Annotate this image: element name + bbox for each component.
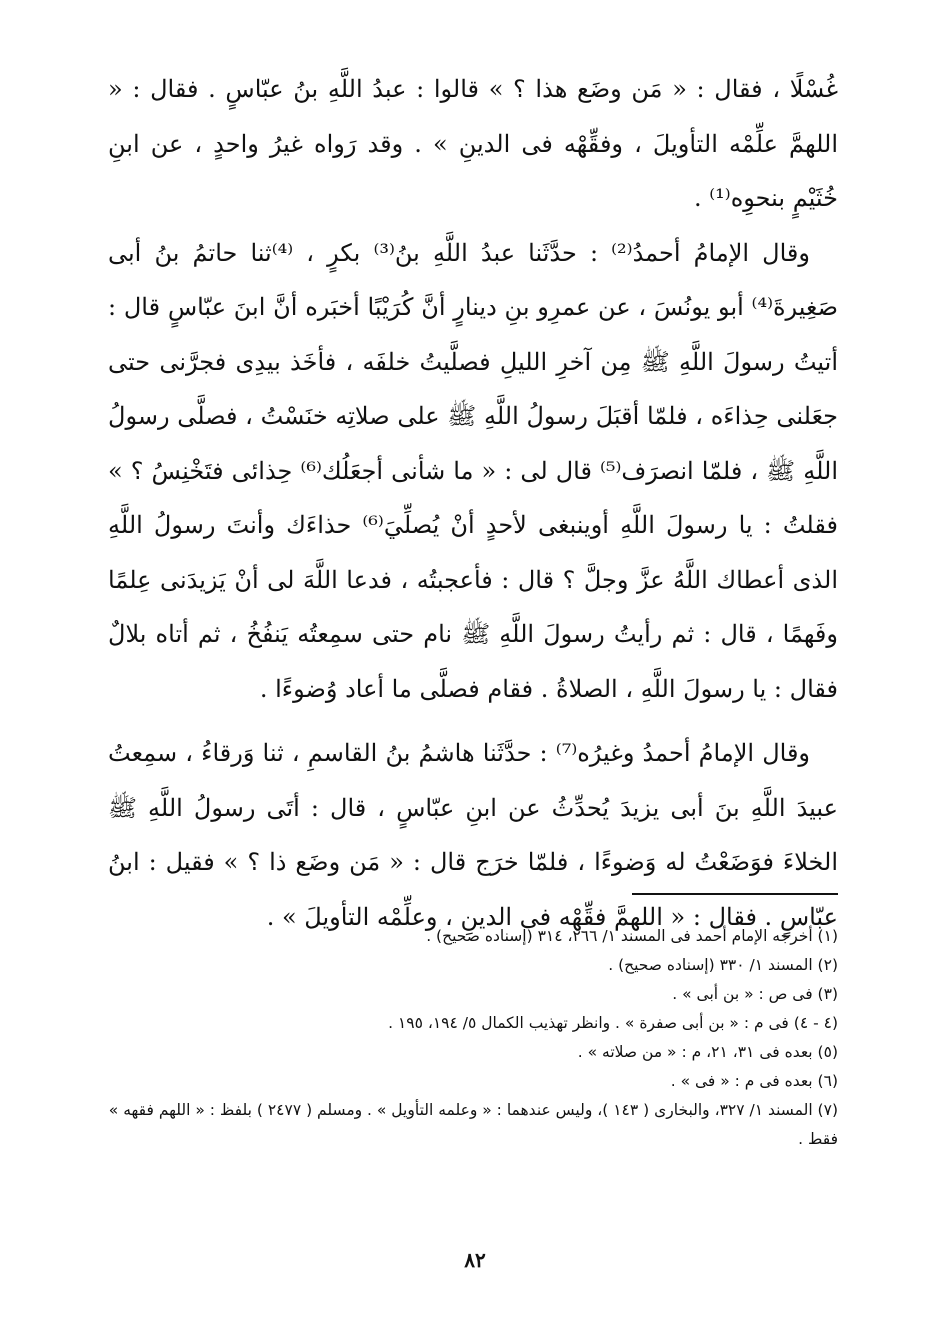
footnotes (108, 922, 838, 1154)
paragraph-2: وقال الإمامُ أحمدُ⁽²⁾ : حدَّثَنا عبدُ اللَّهِ بنُ⁽³⁾ بكرٍ ، ⁽⁴⁾ثنا حاتمُ بنُ أبى صَغِيرةَ⁽⁴⁾ أبو يونُسَ ، عن عمرِو بنِ دينارٍ أنَّ كُرَيْبًا أخبَره أنَّ ابنَ عبّاسٍ قال : أتيتُ رسولَ اللَّهِ ﷺ مِن آخرِ الليلِ فصلَّيتُ خلفَه ، فأخَذ بيدِى فجرَّنى حتى جعَلنى حِذاءَه ، فلمّا أقبَلَ رسولُ اللَّهِ ﷺ على صلاتِه خنَسْتُ ، فصلَّى رسولُ اللَّهِ ﷺ ، فلمّا انصرَف⁽⁵⁾ قال لى : « ما شأنى أجعَلُك⁽⁶⁾ حِذائى فتَخْنِسُ ؟ » فقلتُ : يا رسولَ اللَّهِ أوينبغى لأحدٍ أنْ يُصلِّيَ⁽⁶⁾ حذاءَك وأنتَ رسولُ اللَّهِ الذى أعطاك اللَّهُ عزَّ وجلَّ ؟ قال : فأعجبتُه ، فدعا اللَّهَ لى أنْ يَزيدَنى عِلمًا وفَهمًا ، قال : ثم رأيتُ رسولَ اللَّهِ ﷺ نام حتى سمِعتُه يَنفُخُ ، ثم أتاه بلالٌ فقال : يا رسولَ اللَّهِ ، الصلاةُ . فقام فصلَّى ما أعاد وُضوءًا . (108, 238, 839, 703)
footnote-4: (٤ - ٤) فى م : « بن أبى صفرة » . وانظر تهذيب الكمال ٥/ ١٩٤، ١٩٥ . (388, 1014, 838, 1032)
page-number: ٨٢ (464, 1248, 486, 1272)
paragraph-1: غُسْلًا ، فقال : « مَن وضَع هذا ؟ » قالوا : عبدُ اللَّهِ بنُ عبّاسٍ . فقال : « اللهمَّ علِّمْه التأويلَ ، وفقِّهْه فى الدينِ » . وقد رَواه غيرُ واحدٍ ، عن ابنِ خُثَيْمٍ بنحوِه⁽¹⁾ . (108, 75, 838, 212)
main-text (108, 62, 838, 944)
footnote-2: (٢) المسند ١/ ٣٣٠ (إسناده صحيح) . (608, 956, 838, 974)
paragraph-3: وقال الإمامُ أحمدُ وغيرُه⁽⁷⁾ : حدَّثَنا هاشمُ بنُ القاسمِ ، ثنا وَرقاءُ ، سمِعتُ عبيدَ اللَّهِ بنَ أبى يزيدَ يُحدِّثُ عن ابنِ عبّاسٍ ، قال : أتَى رسولُ اللَّهِ ﷺ الخلاءَ فوَضَعْتُ له وَضوءًا ، فلمّا خرَج قال : « مَن وضَع ذا ؟ » فقيل : ابنُ عبّاسٍ . فقال : « اللهمَّ فقِّهْه فى الدينِ ، وعلِّمْه التأويلَ » . (108, 739, 838, 931)
footnote-7: (٧) المسند ١/ ٣٢٧، والبخارى ( ١٤٣ )، وليس عندهما : « وعلمه التأويل » . ومسلم ( ٢٤٧٧ ) بلفظ : « اللهم فقهه » فقط . (108, 1101, 838, 1148)
footnote-5: (٥) بعده فى ٣١، ٢١، م : « من صلاته » . (577, 1043, 838, 1061)
footnote-separator (632, 893, 838, 895)
footnote-6: (٦) بعده فى م : « فى » . (670, 1072, 838, 1090)
footnote-1: (١) أخرجه الإمام أحمد فى المسند ١/ ٢٦٦، ٣١٤ (إسناده صحيح) . (426, 927, 838, 945)
footnote-3: (٣) فى ص : « بن أبى » . (672, 985, 838, 1003)
